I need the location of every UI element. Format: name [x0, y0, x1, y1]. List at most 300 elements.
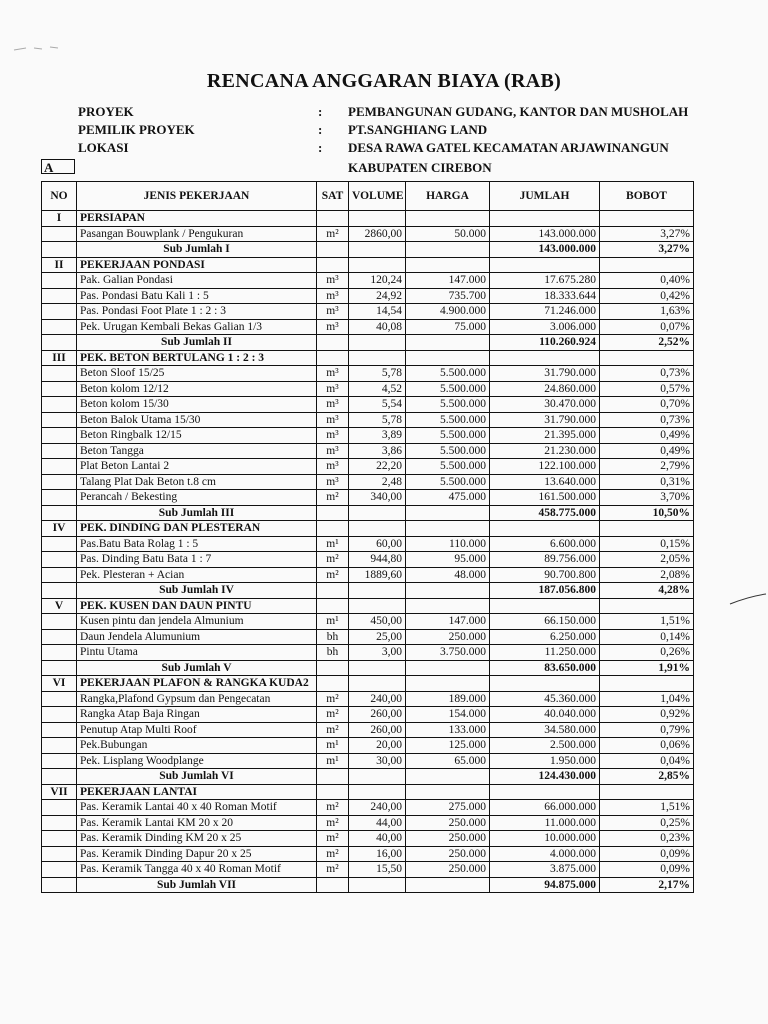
cell-name: Sub Jumlah II	[77, 335, 317, 351]
cell-vol	[349, 521, 406, 537]
table-row	[42, 226, 694, 242]
cell-no	[42, 226, 77, 242]
cell-bobot: 1,51%	[600, 614, 694, 630]
cell-vol	[349, 242, 406, 258]
cell-bobot: 3,27%	[600, 242, 694, 258]
cell-sat: m²	[317, 800, 349, 816]
cell-vol: 944,80	[349, 552, 406, 568]
cell-vol: 24,92	[349, 288, 406, 304]
cell-harga: 5.500.000	[406, 412, 490, 428]
cell-bobot: 0,06%	[600, 738, 694, 754]
cell-vol: 340,00	[349, 490, 406, 506]
cell-harga: 5.500.000	[406, 459, 490, 475]
cell-harga: 48.000	[406, 567, 490, 583]
header-no: NO	[42, 182, 77, 211]
cell-no	[42, 505, 77, 521]
cell-harga	[406, 598, 490, 614]
cell-sat: m²	[317, 722, 349, 738]
cell-no: IV	[42, 521, 77, 537]
cell-sat: bh	[317, 645, 349, 661]
table-row	[42, 536, 694, 552]
section-row	[42, 211, 694, 227]
cell-sat	[317, 877, 349, 893]
cell-bobot: 2,17%	[600, 877, 694, 893]
cell-no	[42, 428, 77, 444]
cell-name: Beton Ringbalk 12/15	[77, 428, 317, 444]
cell-harga: 5.500.000	[406, 397, 490, 413]
cell-sat	[317, 211, 349, 227]
cell-sat: m²	[317, 862, 349, 878]
cell-vol: 240,00	[349, 800, 406, 816]
cell-name: Sub Jumlah III	[77, 505, 317, 521]
table-row	[42, 552, 694, 568]
cell-name: PEK. BETON BERTULANG 1 : 2 : 3	[77, 350, 317, 366]
cell-sat: m²	[317, 846, 349, 862]
cell-sat: m¹	[317, 753, 349, 769]
cell-vol: 60,00	[349, 536, 406, 552]
cell-name: Beton Balok Utama 15/30	[77, 412, 317, 428]
cell-jumlah: 161.500.000	[490, 490, 600, 506]
cell-jumlah	[490, 521, 600, 537]
cell-name: Pintu Utama	[77, 645, 317, 661]
cell-sat: bh	[317, 629, 349, 645]
section-row	[42, 521, 694, 537]
cell-bobot: 0,07%	[600, 319, 694, 335]
cell-no	[42, 831, 77, 847]
cell-no	[42, 862, 77, 878]
cell-sat: m²	[317, 815, 349, 831]
table-row	[42, 815, 694, 831]
cell-vol	[349, 784, 406, 800]
cell-no	[42, 273, 77, 289]
subtotal-row	[42, 660, 694, 676]
table-row	[42, 366, 694, 382]
cell-vol: 1889,60	[349, 567, 406, 583]
cell-bobot: 0,31%	[600, 474, 694, 490]
cell-no	[42, 722, 77, 738]
cell-name: Pas. Keramik Lantai KM 20 x 20	[77, 815, 317, 831]
cell-vol: 5,54	[349, 397, 406, 413]
cell-no: VII	[42, 784, 77, 800]
cell-no	[42, 707, 77, 723]
cell-jumlah: 30.470.000	[490, 397, 600, 413]
cell-sat: m²	[317, 567, 349, 583]
table-row	[42, 319, 694, 335]
cell-sat	[317, 598, 349, 614]
cell-name: PEK. KUSEN DAN DAUN PINTU	[77, 598, 317, 614]
cell-name: Pek.Bubungan	[77, 738, 317, 754]
cell-no	[42, 583, 77, 599]
cell-no	[42, 691, 77, 707]
cell-no	[42, 366, 77, 382]
cell-vol: 22,20	[349, 459, 406, 475]
cell-no	[42, 443, 77, 459]
cell-harga: 5.500.000	[406, 443, 490, 459]
cell-harga: 5.500.000	[406, 381, 490, 397]
cell-vol: 260,00	[349, 722, 406, 738]
cell-name: Sub Jumlah I	[77, 242, 317, 258]
cell-name: Pas.Batu Bata Rolag 1 : 5	[77, 536, 317, 552]
section-row	[42, 257, 694, 273]
cell-no	[42, 769, 77, 785]
table-row	[42, 490, 694, 506]
cell-name: Sub Jumlah IV	[77, 583, 317, 599]
cell-bobot: 0,14%	[600, 629, 694, 645]
cell-sat: m³	[317, 366, 349, 382]
cell-sat: m³	[317, 474, 349, 490]
cell-sat: m³	[317, 443, 349, 459]
cell-vol: 3,89	[349, 428, 406, 444]
cell-bobot: 3,70%	[600, 490, 694, 506]
cell-vol: 44,00	[349, 815, 406, 831]
info-value-kabupaten: KABUPATEN CIREBON	[348, 160, 492, 175]
cell-bobot	[600, 598, 694, 614]
cell-jumlah: 21.395.000	[490, 428, 600, 444]
cell-jumlah: 66.150.000	[490, 614, 600, 630]
cell-name: Rangka,Plafond Gypsum dan Pengecatan	[77, 691, 317, 707]
cell-jumlah: 89.756.000	[490, 552, 600, 568]
cell-vol: 25,00	[349, 629, 406, 645]
cell-name: PEK. DINDING DAN PLESTERAN	[77, 521, 317, 537]
subtotal-row	[42, 242, 694, 258]
cell-bobot: 2,52%	[600, 335, 694, 351]
table-row	[42, 846, 694, 862]
cell-jumlah: 71.246.000	[490, 304, 600, 320]
cell-harga: 5.500.000	[406, 366, 490, 382]
cell-jumlah: 10.000.000	[490, 831, 600, 847]
info-label-proyek: PROYEK	[78, 104, 134, 119]
cell-name: Plat Beton Lantai 2	[77, 459, 317, 475]
cell-harga: 125.000	[406, 738, 490, 754]
cell-bobot	[600, 257, 694, 273]
cell-bobot: 0,25%	[600, 815, 694, 831]
cell-harga: 147.000	[406, 273, 490, 289]
cell-jumlah: 3.875.000	[490, 862, 600, 878]
cell-sat: m³	[317, 428, 349, 444]
cell-no: VI	[42, 676, 77, 692]
cell-bobot: 1,51%	[600, 800, 694, 816]
cell-no	[42, 753, 77, 769]
cell-harga	[406, 211, 490, 227]
cell-vol: 40,08	[349, 319, 406, 335]
cell-vol: 14,54	[349, 304, 406, 320]
subtotal-row	[42, 583, 694, 599]
cell-name: Pek. Lisplang Woodplange	[77, 753, 317, 769]
cell-bobot: 0,40%	[600, 273, 694, 289]
cell-no	[42, 552, 77, 568]
cell-harga: 250.000	[406, 629, 490, 645]
cell-vol: 4,52	[349, 381, 406, 397]
cell-sat	[317, 242, 349, 258]
table-row	[42, 614, 694, 630]
cell-sat: m¹	[317, 614, 349, 630]
cell-no	[42, 459, 77, 475]
cell-name: Kusen pintu dan jendela Almunium	[77, 614, 317, 630]
header-sat: SAT	[317, 182, 349, 211]
cell-bobot: 0,23%	[600, 831, 694, 847]
cell-harga	[406, 350, 490, 366]
table-row	[42, 474, 694, 490]
cell-harga: 4.900.000	[406, 304, 490, 320]
cell-vol: 5,78	[349, 412, 406, 428]
table-row	[42, 645, 694, 661]
cell-vol: 450,00	[349, 614, 406, 630]
cell-sat: m²	[317, 490, 349, 506]
cell-sat: m²	[317, 831, 349, 847]
cell-no	[42, 335, 77, 351]
cell-bobot: 0,09%	[600, 862, 694, 878]
cell-no	[42, 304, 77, 320]
cell-sat: m³	[317, 397, 349, 413]
cell-name: Penutup Atap Multi Roof	[77, 722, 317, 738]
cell-name: Pas. Dinding Batu Bata 1 : 7	[77, 552, 317, 568]
cell-bobot: 0,70%	[600, 397, 694, 413]
cell-no: II	[42, 257, 77, 273]
cell-jumlah: 6.250.000	[490, 629, 600, 645]
cell-vol	[349, 505, 406, 521]
cell-vol: 3,00	[349, 645, 406, 661]
cell-name: Pak. Galian Pondasi	[77, 273, 317, 289]
info-value-lokasi: DESA RAWA GATEL KECAMATAN ARJAWINANGUN	[348, 140, 669, 155]
cell-jumlah: 122.100.000	[490, 459, 600, 475]
cell-harga: 250.000	[406, 831, 490, 847]
cell-harga	[406, 877, 490, 893]
cell-sat	[317, 335, 349, 351]
cell-sat: m²	[317, 552, 349, 568]
cell-harga	[406, 242, 490, 258]
cell-harga	[406, 784, 490, 800]
cell-vol: 2860,00	[349, 226, 406, 242]
cell-bobot: 0,73%	[600, 366, 694, 382]
cell-jumlah: 31.790.000	[490, 412, 600, 428]
cell-bobot	[600, 676, 694, 692]
cell-vol: 20,00	[349, 738, 406, 754]
cell-name: Beton Tangga	[77, 443, 317, 459]
cell-sat: m¹	[317, 536, 349, 552]
table-body	[42, 211, 694, 893]
cell-jumlah	[490, 676, 600, 692]
cell-bobot: 0,04%	[600, 753, 694, 769]
cell-no	[42, 815, 77, 831]
cell-harga: 735.700	[406, 288, 490, 304]
cell-harga: 275.000	[406, 800, 490, 816]
cell-bobot: 1,04%	[600, 691, 694, 707]
cell-bobot: 0,73%	[600, 412, 694, 428]
cell-name: PEKERJAAN PONDASI	[77, 257, 317, 273]
cell-harga: 50.000	[406, 226, 490, 242]
table-row	[42, 459, 694, 475]
cell-sat	[317, 350, 349, 366]
cell-name: Perancah / Bekesting	[77, 490, 317, 506]
cell-name: Pas. Keramik Lantai 40 x 40 Roman Motif	[77, 800, 317, 816]
cell-no	[42, 319, 77, 335]
cell-jumlah: 143.000.000	[490, 226, 600, 242]
rab-table	[41, 181, 694, 893]
cell-name: Pas. Pondasi Batu Kali 1 : 5	[77, 288, 317, 304]
table-row	[42, 397, 694, 413]
cell-name: Pek. Plesteran + Acian	[77, 567, 317, 583]
cell-name: Rangka Atap Baja Ringan	[77, 707, 317, 723]
header-bobot: BOBOT	[600, 182, 694, 211]
info-label-lokasi: LOKASI	[78, 140, 129, 155]
cell-jumlah	[490, 257, 600, 273]
cell-no: III	[42, 350, 77, 366]
cell-no	[42, 288, 77, 304]
cell-name: Pas. Pondasi Foot Plate 1 : 2 : 3	[77, 304, 317, 320]
cell-harga: 250.000	[406, 815, 490, 831]
cell-bobot: 2,85%	[600, 769, 694, 785]
cell-no: I	[42, 211, 77, 227]
cell-sat: m³	[317, 288, 349, 304]
cell-name: Beton kolom 15/30	[77, 397, 317, 413]
table-row	[42, 381, 694, 397]
cell-bobot: 1,63%	[600, 304, 694, 320]
table-header-row	[42, 182, 694, 211]
cell-bobot	[600, 350, 694, 366]
cell-jumlah: 4.000.000	[490, 846, 600, 862]
table-row	[42, 831, 694, 847]
cell-jumlah	[490, 350, 600, 366]
cell-sat	[317, 521, 349, 537]
cell-vol	[349, 335, 406, 351]
cell-harga: 75.000	[406, 319, 490, 335]
table-row	[42, 722, 694, 738]
cell-vol: 40,00	[349, 831, 406, 847]
cell-vol	[349, 676, 406, 692]
cell-harga: 475.000	[406, 490, 490, 506]
table-row	[42, 412, 694, 428]
cell-vol	[349, 583, 406, 599]
cell-bobot	[600, 521, 694, 537]
cell-name: Pas. Keramik Tangga 40 x 40 Roman Motif	[77, 862, 317, 878]
cell-jumlah	[490, 211, 600, 227]
cell-bobot: 0,15%	[600, 536, 694, 552]
cell-harga: 5.500.000	[406, 428, 490, 444]
table-row	[42, 304, 694, 320]
cell-name: Sub Jumlah V	[77, 660, 317, 676]
subtotal-row	[42, 335, 694, 351]
cell-no	[42, 567, 77, 583]
table-row	[42, 288, 694, 304]
cell-harga: 133.000	[406, 722, 490, 738]
cell-jumlah: 90.700.800	[490, 567, 600, 583]
pen-mark-icon	[728, 590, 768, 610]
cell-harga	[406, 335, 490, 351]
cell-vol	[349, 598, 406, 614]
document-title: RENCANA ANGGARAN BIAYA (RAB)	[206, 70, 562, 92]
cell-no: V	[42, 598, 77, 614]
cell-vol: 120,24	[349, 273, 406, 289]
cell-bobot: 2,05%	[600, 552, 694, 568]
cell-vol	[349, 350, 406, 366]
cell-jumlah: 187.056.800	[490, 583, 600, 599]
info-colon: :	[318, 104, 323, 119]
cell-vol: 2,48	[349, 474, 406, 490]
cell-name: Beton Sloof 15/25	[77, 366, 317, 382]
cell-no	[42, 536, 77, 552]
cell-harga: 154.000	[406, 707, 490, 723]
cell-no	[42, 645, 77, 661]
cell-sat	[317, 660, 349, 676]
cell-jumlah: 34.580.000	[490, 722, 600, 738]
cell-sat: m²	[317, 226, 349, 242]
table-row	[42, 753, 694, 769]
cell-jumlah	[490, 598, 600, 614]
cell-harga: 147.000	[406, 614, 490, 630]
cell-jumlah: 143.000.000	[490, 242, 600, 258]
header-jenis-pekerjaan: JENIS PEKERJAAN	[77, 182, 317, 211]
cell-no	[42, 660, 77, 676]
cell-sat	[317, 257, 349, 273]
cell-no	[42, 846, 77, 862]
cell-jumlah: 1.950.000	[490, 753, 600, 769]
cell-no	[42, 412, 77, 428]
cell-sat: m³	[317, 319, 349, 335]
cell-name: Sub Jumlah VI	[77, 769, 317, 785]
cell-harga	[406, 660, 490, 676]
info-label-pemilik: PEMILIK PROYEK	[78, 122, 195, 137]
cell-vol	[349, 660, 406, 676]
table-row	[42, 800, 694, 816]
cell-name: PEKERJAAN PLAFON & RANGKA KUDA2	[77, 676, 317, 692]
cell-sat	[317, 505, 349, 521]
cell-sat: m¹	[317, 738, 349, 754]
cell-bobot	[600, 211, 694, 227]
cell-no	[42, 800, 77, 816]
header-harga: HARGA	[406, 182, 490, 211]
cell-jumlah: 31.790.000	[490, 366, 600, 382]
cell-name: Sub Jumlah VII	[77, 877, 317, 893]
cell-name: Beton kolom 12/12	[77, 381, 317, 397]
cell-vol: 16,00	[349, 846, 406, 862]
table-row	[42, 862, 694, 878]
cell-vol: 260,00	[349, 707, 406, 723]
cell-no	[42, 381, 77, 397]
cell-harga: 250.000	[406, 846, 490, 862]
cell-vol: 5,78	[349, 366, 406, 382]
cell-jumlah: 94.875.000	[490, 877, 600, 893]
cell-name: Pasangan Bouwplank / Pengukuran	[77, 226, 317, 242]
cell-bobot: 0,49%	[600, 443, 694, 459]
cell-bobot: 0,26%	[600, 645, 694, 661]
cell-name: Pas. Keramik Dinding Dapur 20 x 25	[77, 846, 317, 862]
section-box-label: A	[41, 159, 75, 174]
cell-no	[42, 614, 77, 630]
section-row	[42, 784, 694, 800]
info-colon: :	[318, 122, 323, 137]
cell-jumlah: 40.040.000	[490, 707, 600, 723]
cell-bobot: 10,50%	[600, 505, 694, 521]
cell-no	[42, 490, 77, 506]
cell-name: PEKERJAAN LANTAI	[77, 784, 317, 800]
cell-sat: m³	[317, 273, 349, 289]
cell-bobot: 0,79%	[600, 722, 694, 738]
cell-sat: m³	[317, 412, 349, 428]
cell-harga: 110.000	[406, 536, 490, 552]
cell-vol: 3,86	[349, 443, 406, 459]
cell-jumlah: 6.600.000	[490, 536, 600, 552]
cell-no	[42, 877, 77, 893]
cell-bobot: 2,79%	[600, 459, 694, 475]
cell-name: Pas. Keramik Dinding KM 20 x 25	[77, 831, 317, 847]
info-value-proyek: PEMBANGUNAN GUDANG, KANTOR DAN MUSHOLAH	[348, 104, 689, 119]
cell-jumlah: 124.430.000	[490, 769, 600, 785]
table-row	[42, 629, 694, 645]
cell-jumlah: 83.650.000	[490, 660, 600, 676]
cell-sat	[317, 784, 349, 800]
cell-name: Talang Plat Dak Beton t.8 cm	[77, 474, 317, 490]
cell-no	[42, 474, 77, 490]
